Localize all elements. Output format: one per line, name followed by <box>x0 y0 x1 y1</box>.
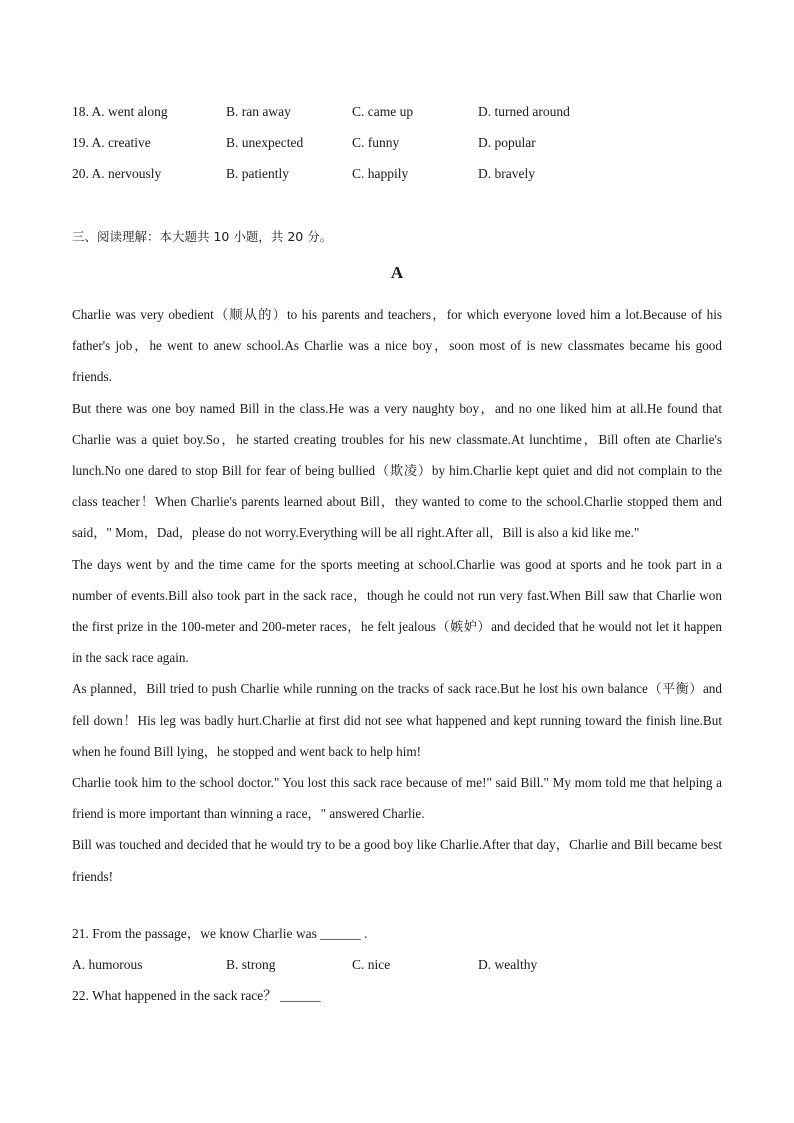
option-b: B. strong <box>226 957 276 972</box>
option-c: C. funny <box>352 135 400 150</box>
option-c: C. came up <box>352 104 414 119</box>
option-d: D. wealthy <box>478 957 538 972</box>
paragraph: But there was one boy named Bill in the class.He was a very naughty boy，and no one liked him at all.He found that Charlie was a quiet boy.So，he started creating troubles for his new classmate.At lunchtime，Bill often ate Charlie's lunch.No one dared to stop Bill for fear of being bullied（欺凌）by him.Charlie kept quiet and did not complain to the class teacher！When Charlie's parents learned about Bill，they wanted to come to the school.Charlie stopped them and said，" Mom，Dad，please do not worry.Everything will be all right.After all，Bill is also a kid like me." <box>72 400 722 541</box>
option-c: C. happily <box>352 166 409 181</box>
paragraph: Charlie was very obedient（顺从的）to his parents and teachers，for which everyone loved him a lot.Because of his father's job，he went to anew school.As Charlie was a nice boy，soon most of is new classmates became his good friends. <box>72 307 722 385</box>
question-21-stem: 21. From the passage，we know Charlie was ______ . <box>72 926 368 941</box>
option-a: 18. A. went along <box>72 104 168 119</box>
option-a: 19. A. creative <box>72 135 151 150</box>
paragraph: As planned，Bill tried to push Charlie while running on the tracks of sack race.But he lost his own balance（平衡）and fell down！His leg was badly hurt.Charlie at first did not see what happened and kept running toward the finish line.But when he found Bill lying，he stopped and went back to help him! <box>72 681 722 759</box>
paragraph: Bill was touched and decided that he would try to be a good boy like Charlie.After that day，Charlie and Bill became best friends! <box>72 837 722 884</box>
option-b: B. patiently <box>226 166 289 181</box>
option-c: C. nice <box>352 957 391 972</box>
option-b: B. unexpected <box>226 135 304 150</box>
option-b: B. ran away <box>226 104 291 119</box>
paragraph: The days went by and the time came for the sports meeting at school.Charlie was good at sports and he took part in a number of events.Bill also took part in the sack race，though he could not run very fast.When Bill saw that Charlie won the first prize in the 100-meter and 200-meter races，he felt jealous（嫉妒）and decided that he would not let it happen in the sack race again. <box>72 556 722 666</box>
paragraph: Charlie took him to the school doctor." You lost this sack race because of me!" said Bill." My mom told me that helping a friend is more important than winning a race，" answered Charlie. <box>72 775 722 822</box>
option-d: D. popular <box>478 135 536 150</box>
option-d: D. turned around <box>478 104 570 119</box>
option-a: A. humorous <box>72 957 143 972</box>
option-d: D. bravely <box>478 166 535 181</box>
option-a: 20. A. nervously <box>72 166 162 181</box>
question-22-stem: 22. What happened in the sack race？ ______ <box>72 988 321 1003</box>
passage-title: A <box>390 263 404 282</box>
reading-passage <box>72 299 722 892</box>
section-heading: 三、阅读理解：本大题共 10 小题，共 20 分。 <box>72 229 333 244</box>
